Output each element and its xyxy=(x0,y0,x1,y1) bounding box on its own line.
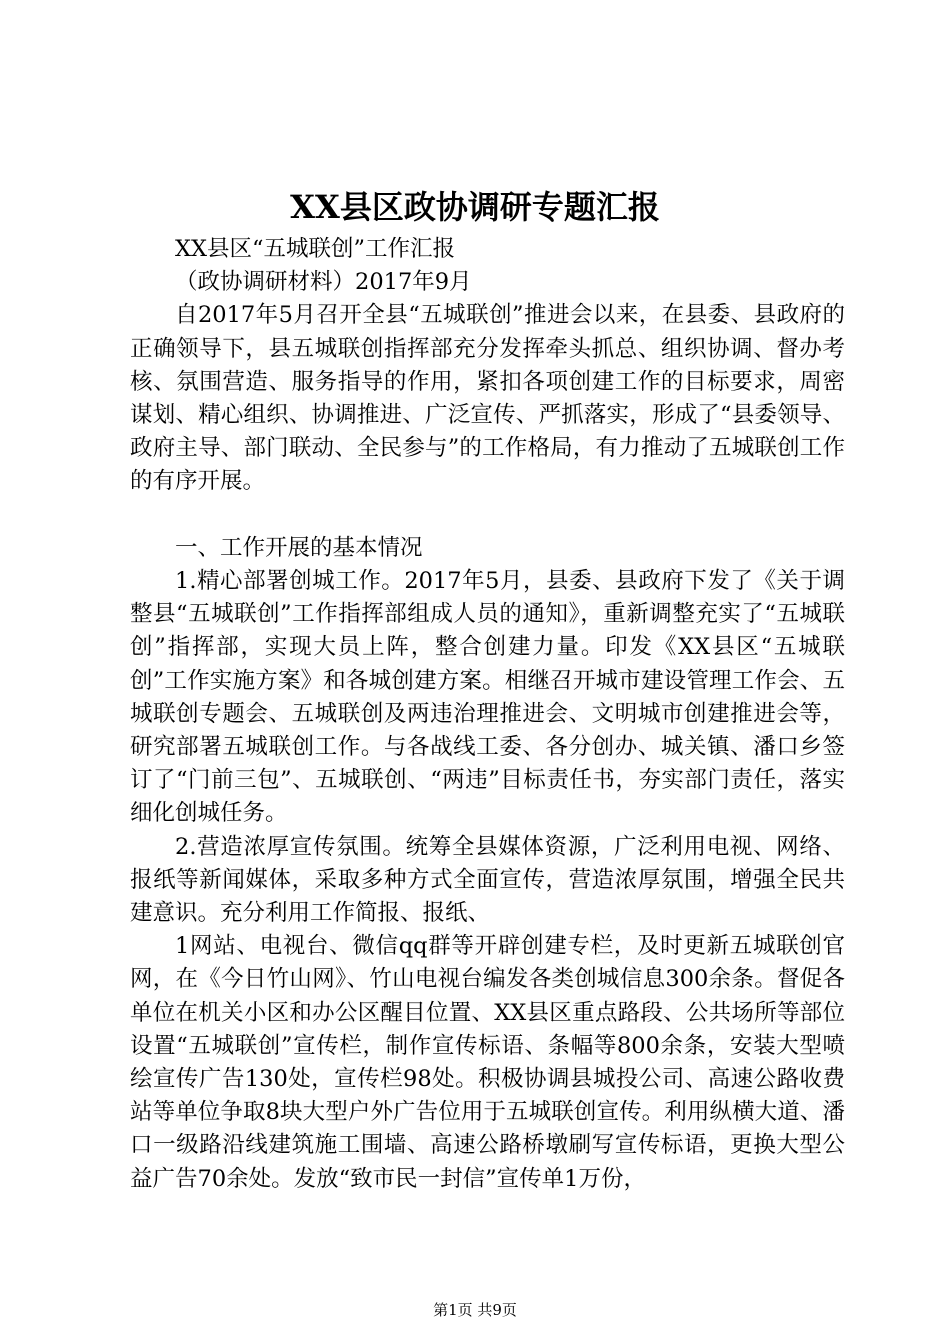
report-date-line: （政协调研材料）2017年9月 xyxy=(175,269,472,296)
page-footer: 第1页 共9页 xyxy=(433,1301,517,1319)
body-paragraph: 2.营造浓厚宣传氛围。统筹全县媒体资源，广泛利用电视、网络、报纸等新闻媒体，采取多种方式全面宣传，营造浓厚氛围，增强全民共建意识。充分利用工作简报、报纸、 xyxy=(130,833,845,927)
report-subtitle: XX县区“五城联创”工作汇报 xyxy=(175,236,456,262)
document-title: XX县区政协调研专题汇报 xyxy=(290,188,660,226)
section-heading: 一、工作开展的基本情况 xyxy=(175,534,423,561)
paragraph-spacer xyxy=(130,499,845,532)
document-body xyxy=(130,233,845,1196)
body-paragraph: 1.精心部署创城工作。2017年5月，县委、县政府下发了《关于调整县“五城联创”工作指挥部组成人员的通知》，重新调整充实了“五城联创”指挥部，实现大员上阵，整合创建力量。印发《XX县区“五城联创”工作实施方案》和各城创建方案。相继召开城市建设管理工作会、五城联创专题会、五城联创及两违治理推进会、文明城市创建推进会等，研究部署五城联创工作。与各战线工委、各分创办、城关镇、潘口乡签订了“门前三包”、五城联创、“两违”目标责任书，夯实部门责任，落实细化创城任务。 xyxy=(130,568,845,827)
body-paragraph: 1网站、电视台、微信qq群等开辟创建专栏，及时更新五城联创官网，在《今日竹山网》、竹山电视台编发各类创城信息300余条。督促各单位在机关小区和办公区醒目位置、XX县区重点路段、公共场所等部位设置“五城联创”宣传栏，制作宣传标语、条幅等800余条，安装大型喷绘宣传广告130处，宣传栏98处。积极协调县城投公司、高速公路收费站等单位争取8块大型户外广告位用于五城联创宣传。利用纵横大道、潘口一级路沿线建筑施工围墙、高速公路桥墩刷写宣传标语，更换大型公益广告70余处。发放“致市民一封信”宣传单1万份， xyxy=(130,933,845,1192)
intro-paragraph: 自2017年5月召开全县“五城联创”推进会以来，在县委、县政府的正确领导下，县五城联创指挥部充分发挥牵头抓总、组织协调、督办考核、氛围营造、服务指导的作用，紧扣各项创建工作的目标要求，周密谋划、精心组织、协调推进、广泛宣传、严抓落实，形成了“县委领导、政府主导、部门联动、全民参与”的工作格局，有力推动了五城联创工作的有序开展。 xyxy=(130,302,845,495)
